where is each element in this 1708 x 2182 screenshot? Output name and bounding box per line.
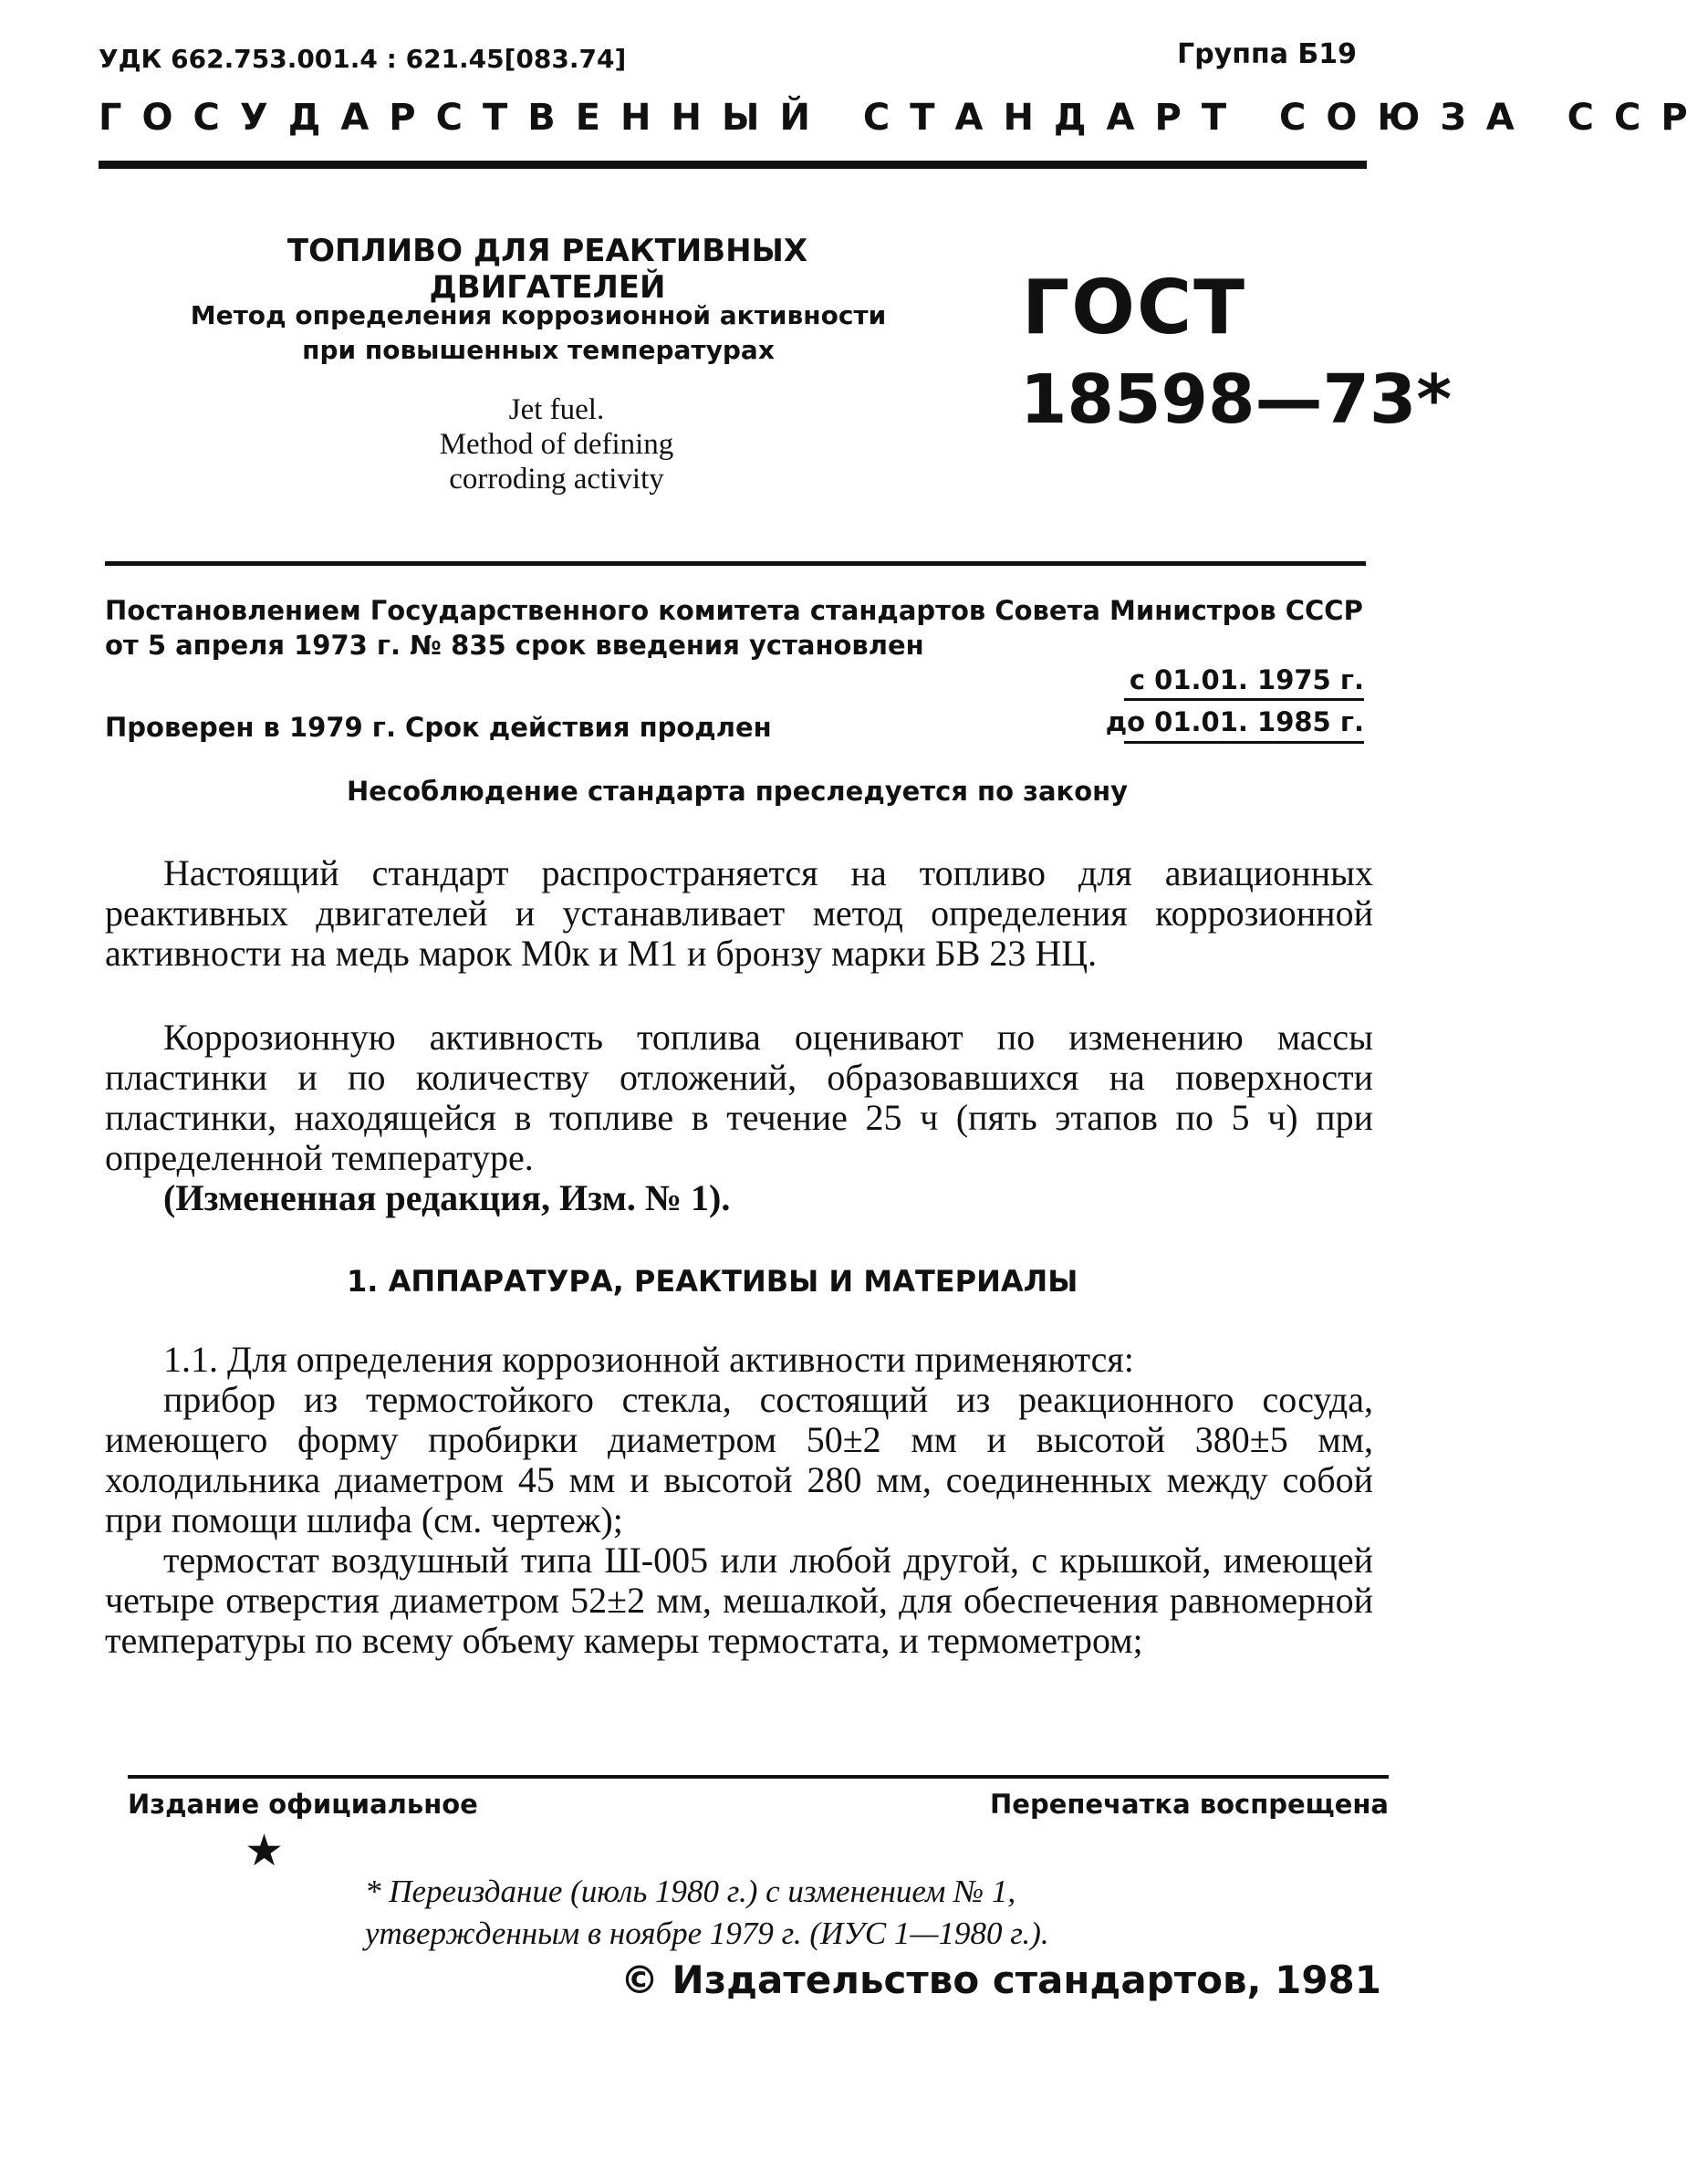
- header-rule: [99, 161, 1367, 169]
- reissue-note: [365, 1871, 1049, 1955]
- star-icon: ★: [245, 1827, 285, 1875]
- udk-code: УДК 662.753.001.4 : 621.45[083.74]: [99, 44, 627, 74]
- revision-note: (Измененная редакция, Изм. № 1).: [163, 1177, 731, 1218]
- date-from-rule: [1124, 698, 1364, 701]
- subtitle-line: Метод определения коррозионной активности: [190, 300, 887, 330]
- english-title-line: Jet fuel.: [508, 393, 605, 426]
- document-title: ТОПЛИВО ДЛЯ РЕАКТИВНЫХ ДВИГАТЕЛЕЙ: [286, 233, 808, 306]
- paragraph-apparatus: прибор из термостойкого стекла, состоящий из реакционного сосуда, имеющего форму пробирки диаметром 50±2 мм и высотой 380±5 мм, холодильника диаметром 45 мм и высотой 280 мм, соединенных между собой при помощи шлифа (см. чертеж);: [105, 1379, 1373, 1540]
- date-to-rule: [1124, 741, 1364, 744]
- paragraph-thermostat: термостат воздушный типа Ш-005 или любой другой, с крышкой, имеющей четыре отверстия диаметром 52±2 мм, мешалкой, для обеспечения равномерной температуры по всему объему камеры термостата, и термометром;: [105, 1540, 1373, 1661]
- date-from: с 01.01. 1975 г.: [1129, 664, 1364, 695]
- reprint-prohibited: Перепечатка воспрещена: [990, 1789, 1389, 1820]
- reissue-note-line: * Переиздание (июль 1980 г.) с изменением № 1,: [365, 1874, 1016, 1909]
- state-standard-heading: ГОСУДАРСТВЕННЫЙ СТАНДАРТ СОЮЗА ССР: [99, 97, 1708, 139]
- official-edition: Издание официальное: [128, 1789, 478, 1820]
- document-subtitle: [164, 298, 912, 368]
- decree-text: [105, 593, 1363, 663]
- paragraph-method: Коррозионную активность топлива оценивают по изменению массы пластинки и по количеству отложений, образовавшихся на поверхности пластинки, находящейся в топливе в течение 25 ч (пять этапов по 5 ч) при определенной температуре.: [105, 1017, 1373, 1178]
- date-to: до 01.01. 1985 г.: [1105, 706, 1364, 737]
- english-title-line: Method of defining: [439, 428, 674, 461]
- reissue-note-line: утвержденным в ноябре 1979 г. (ИУС 1—1980 г.).: [365, 1916, 1049, 1951]
- copyright: © Издательство стандартов, 1981: [620, 1958, 1381, 2002]
- decree-line: от 5 апреля 1973 г. № 835 срок введения установлен: [105, 630, 924, 661]
- paragraph-1-1: 1.1. Для определения коррозионной активности применяются:: [163, 1339, 1134, 1380]
- legal-warning: Несоблюдение стандарта преследуется по закону: [347, 776, 1129, 807]
- gost-number: 18598—73*: [1020, 360, 1453, 439]
- subtitle-line: при повышенных температурах: [302, 335, 775, 365]
- section-heading: 1. АППАРАТУРА, РЕАКТИВЫ И МАТЕРИАЛЫ: [347, 1264, 1078, 1299]
- title-rule: [105, 561, 1366, 566]
- footer-rule: [128, 1775, 1389, 1779]
- group-code: Группа Б19: [1177, 38, 1357, 70]
- english-title-line: corroding activity: [449, 463, 664, 496]
- gost-label: ГОСТ: [1022, 265, 1247, 351]
- decree-line: Постановлением Государственного комитета стандартов Совета Министров СССР: [105, 595, 1363, 626]
- checked-text: Проверен в 1979 г. Срок действия продлен: [105, 712, 772, 743]
- paragraph-scope: Настоящий стандарт распространяется на топливо для авиационных реактивных двигателей и устанавливает метод определения коррозионной активности на медь марок М0к и М1 и бронзу марки БВ 23 НЦ.: [105, 852, 1373, 974]
- english-title: [347, 392, 766, 496]
